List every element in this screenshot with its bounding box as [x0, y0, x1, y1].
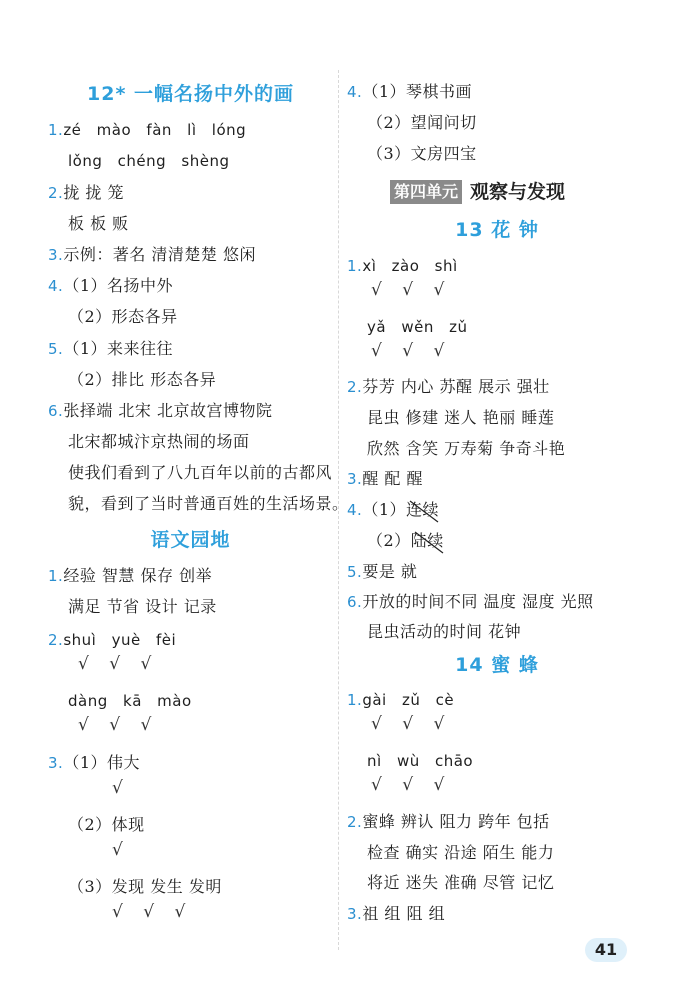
- g1-line1: 1.经验 智慧 保存 创举: [48, 566, 213, 585]
- g2-ticks1: √ √ √: [78, 654, 152, 674]
- q1-line2: lǒng chéng shèng: [68, 152, 230, 170]
- l14-q2-line3: 将近 迷失 准确 尽管 记忆: [367, 873, 555, 892]
- l13-q4-word1: 连续: [406, 498, 439, 522]
- l13-q1-pinyin2: yǎ wěn zǔ: [367, 318, 468, 336]
- lesson-14-title: 14 蜜 蜂: [455, 654, 539, 676]
- unit-badge: 第四单元: [390, 180, 462, 204]
- l14-q2-line1: 2.蜜蜂 辨认 阻力 跨年 包括: [347, 812, 550, 831]
- lesson-13-title: 13 花 钟: [455, 219, 539, 241]
- q6-line3: 使我们看到了八九百年以前的古都风: [68, 463, 333, 482]
- chinese-garden-title: 语文园地: [150, 529, 231, 551]
- q5-line1: 5.（1）来来往往: [48, 339, 173, 358]
- strike-mark-icon: [409, 529, 449, 555]
- l14-q1-ticks2: √ √ √: [371, 775, 445, 795]
- l14-q1-pinyin2: nì wù chāo: [367, 752, 474, 770]
- q1-line1: 1.zé mào fàn lì lóng: [48, 121, 247, 139]
- g2-pinyin1: 2.shuì yuè fèi: [48, 631, 177, 649]
- g3-a: 3.（1）伟大: [48, 753, 140, 772]
- strike-mark-icon: [404, 498, 444, 524]
- l13-q4-line1: 4.（1）连续: [347, 498, 439, 522]
- g3-b: （2）体现: [68, 815, 145, 834]
- l13-q1-ticks2: √ √ √: [371, 341, 445, 361]
- l14-q1-pinyin1: 1.gài zǔ cè: [347, 691, 455, 709]
- l13-q2-line3: 欣然 含笑 万寿菊 争奇斗艳: [367, 439, 566, 458]
- lesson-12-title: 12* 一幅名扬中外的画: [87, 83, 294, 105]
- l14-q1-ticks1: √ √ √: [371, 714, 445, 734]
- l13-q2-line1: 2.芬芳 内心 苏醒 展示 强壮: [347, 377, 550, 396]
- l13-q1-pinyin1: 1.xì zào shì: [347, 257, 458, 275]
- l13-q5-line: 5.要是 就: [347, 562, 418, 581]
- g1-line2: 满足 节省 设计 记录: [68, 597, 217, 616]
- page-number: 41: [585, 938, 627, 962]
- l13-q4-line2: （2）陆续: [367, 529, 444, 553]
- l14-q2-line2: 检查 确实 沿途 陌生 能力: [367, 843, 555, 862]
- q1-number: 1.: [48, 121, 64, 139]
- l13-q6-line1: 6.开放的时间不同 温度 湿度 光照: [347, 592, 594, 611]
- q2-line2: 板 板 贩: [68, 214, 129, 233]
- r-q4-line3: （3）文房四宝: [367, 144, 477, 163]
- q4-line1: 4.（1）名扬中外: [48, 276, 173, 295]
- r-q4-line2: （2）望闻问切: [367, 113, 477, 132]
- g2-ticks2: √ √ √: [78, 715, 152, 735]
- g3-b-tick: √: [112, 840, 124, 860]
- unit-title: 观察与发现: [470, 181, 566, 203]
- l13-q4-word2: 陆续: [411, 529, 444, 553]
- g2-pinyin2: dàng kā mào: [68, 692, 192, 710]
- unit-heading: [390, 180, 565, 206]
- l14-q3-line: 3.祖 组 阻 组: [347, 904, 446, 923]
- l13-q2-line2: 昆虫 修建 迷人 艳丽 睡莲: [367, 408, 555, 427]
- g3-a-tick: √: [112, 778, 124, 798]
- r-q4-line1: 4.（1）琴棋书画: [347, 82, 472, 101]
- q6-line1: 6.张择端 北宋 北京故宫博物院: [48, 401, 273, 420]
- l13-q3-line: 3.醒 配 醒: [347, 469, 423, 488]
- q6-line4: 貌，看到了当时普通百姓的生活场景。: [68, 494, 349, 513]
- q3-line: 3.示例：著名 清清楚楚 悠闲: [48, 245, 256, 264]
- q4-line2: （2）形态各异: [68, 307, 178, 326]
- q5-line2: （2）排比 形态各异: [68, 370, 217, 389]
- g3-c-ticks: √ √ √: [112, 902, 186, 922]
- l13-q6-line2: 昆虫活动的时间 花钟: [367, 622, 522, 641]
- l13-q1-ticks1: √ √ √: [371, 280, 445, 300]
- q6-line2: 北宋都城汴京热闹的场面: [68, 432, 250, 451]
- g3-c: （3）发现 发生 发明: [68, 877, 222, 896]
- q2-line1: 2.拢 拢 笼: [48, 183, 124, 202]
